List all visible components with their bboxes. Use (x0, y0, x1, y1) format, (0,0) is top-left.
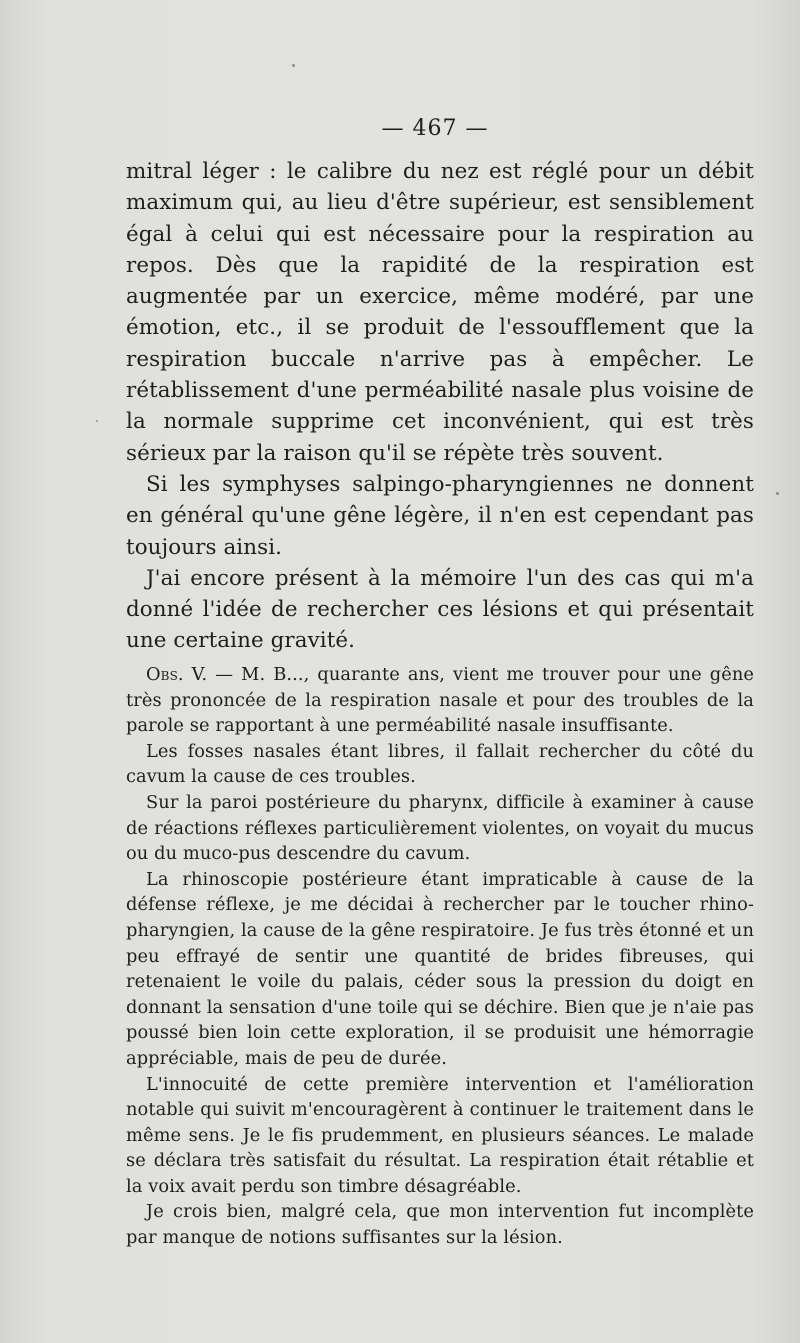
paragraph-1: mitral léger : le calibre du nez est réglé pour un débit maximum qui, au lieu d'être supérieur, est sensiblement égal à celui qui est nécessaire pour la respiration au repos. Dès que la rapidité de la respiration est augmentée par un exercice, même modéré, par une émotion, etc., il se produit de l'essoufflement que la respiration buccale n'arrive pas à empêcher. Le rétablissement d'une perméabilité nasale plus voisine de la normale supprime cet inconvénient, qui est très sérieux par la raison qu'il se répète très souvent. (126, 159, 754, 466)
observation-intro: — M. B..., quarante ans, vient me trouver pour une gêne très prononcée de la respiration nasale et pour des troubles de la parole se rapportant à une perméabilité nasale insuffisante. (126, 664, 755, 737)
paragraph-2: Si les symphyses salpingo-pharyngiennes ne donnent en général qu'une gêne légère, il n'en est cependant pas toujours ainsi. (126, 471, 754, 560)
observation-block (126, 662, 754, 1251)
print-speck (96, 420, 98, 422)
observation-paragraph-4: L'innocuité de cette première intervention et l'amélioration notable qui suivit m'encouragèrent à continuer le traitement dans le même sens. Je le fis prudemment, en plusieurs séances. Le malade se déclara très satisfait du résultat. La respiration était rétablie et la voix avait perdu son timbre désagréable. (126, 1073, 754, 1197)
observation-paragraph-2: Sur la paroi postérieure du pharynx, difficile à examiner à cause de réactions réflexes particulièrement violentes, on voyait du mucus ou du muco-pus descendre du cavum. (126, 791, 754, 865)
observation-intro-paragraph (126, 662, 754, 739)
observation-paragraph-5: Je crois bien, malgré cela, que mon intervention fut incomplète par manque de notions suffisantes sur la lésion. (126, 1201, 754, 1249)
observation-paragraph-1: Les fosses nasales étant libres, il fallait rechercher du côté du cavum la cause de ces troubles. (126, 740, 754, 788)
observation-paragraph-3: La rhinoscopie postérieure étant impraticable à cause de la défense réflexe, je me décidai à rechercher par le toucher rhino-pharyngien, la cause de la gêne respiratoire. Je fus très étonné et un peu effrayé de sentir une quantité de brides fibreuses, qui retenaient le voile du palais, céder sous la pression du doigt en donnant la sensation d'une toile qui se déchire. Bien que je n'aie pas poussé bien loin cette exploration, il se produisit une hémorragie appréciable, mais de peu de durée. (126, 868, 754, 1069)
observation-label: Obs. V. (146, 664, 208, 685)
main-text-block (126, 156, 754, 657)
paragraph-3: J'ai encore présent à la mémoire l'un des cas qui m'a donné l'idée de rechercher ces lésions et qui présentait une certaine gravité. (126, 565, 754, 654)
print-speck (292, 64, 295, 67)
page-number: — 467 — (381, 116, 489, 141)
print-speck (776, 492, 779, 495)
